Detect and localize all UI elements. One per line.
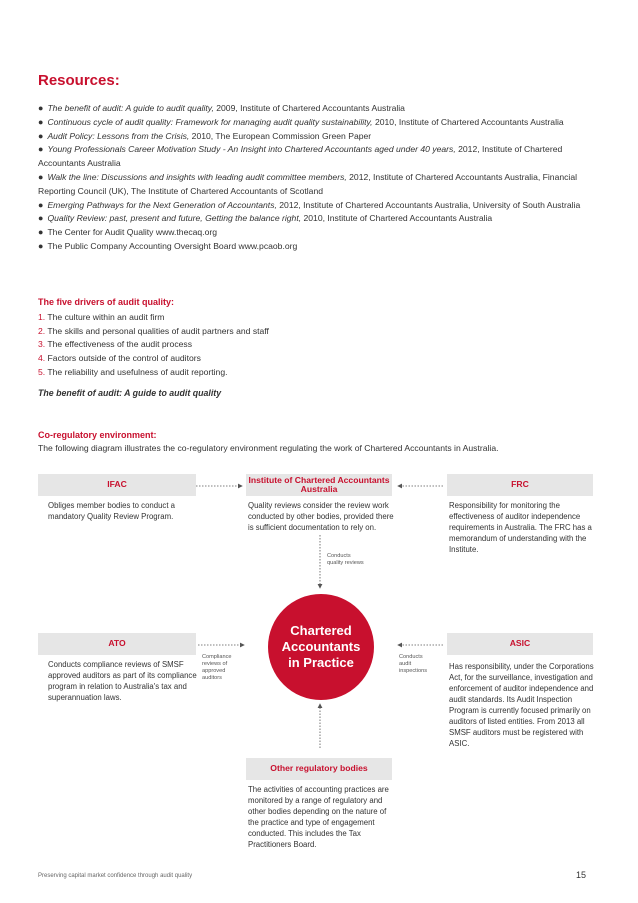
list-item: 3. The effectiveness of the audit process: [38, 339, 192, 350]
frc-box: FRC: [447, 474, 593, 496]
list-item: 4. Factors outside of the control of auditors: [38, 353, 201, 364]
list-item: ● Continuous cycle of audit quality: Framework for managing audit quality sustainability, 2010, Institute of Chartered Accountants Australia: [38, 116, 564, 127]
other-regulatory-description: The activities of accounting practices are monitored by a range of regulatory and other bodies depending on the nature of the practice and type of engagement conducted. This includes the Tax Practitioners Board.: [248, 785, 389, 849]
asic-box: ASIC: [447, 633, 593, 655]
asic-description: Has responsibility, under the Corporations Act, for the surveillance, investigation and enforcement of auditor independence and audit standards. Its Audit Inspection Program is currently focused primarily on auditors of listed entities. From 2013 all SMSF auditors must be registered with ASIC.: [449, 662, 594, 748]
list-item: ● Quality Review: past, present and future, Getting the balance right, 2010, Institute of Chartered Accountants Australia: [38, 213, 493, 224]
icaa-box: Institute of Chartered Accountants Australia: [246, 474, 392, 496]
list-item: ● Emerging Pathways for the Next Generation of Accountants, 2012, Institute of Chartered Accountants Australia, University of South Australia: [38, 199, 581, 210]
ifac-box: IFAC: [38, 474, 196, 496]
chartered-accountants-circle: [268, 594, 374, 700]
list-item: ● The benefit of audit: A guide to audit quality, 2009, Institute of Chartered Accountants Australia: [38, 103, 405, 113]
icaa-arrow-label: Conducts quality reviews: [327, 553, 364, 566]
ato-description: Conducts compliance reviews of SMSF approved auditors as part of its compliance program in relation to Australia's tax and superannuation laws.: [48, 660, 197, 702]
list-item: ● The Public Company Accounting Oversight Board www.pcaob.org: [38, 240, 298, 251]
list-item: ● Walk the line: Discussions and insights with leading audit committee members, 2012, Institute of Chartered Accountants Australia, Financial Reporting Council (UK), The Institute of Chartered Accountants of Scotland: [38, 171, 578, 196]
resources-heading: Resources:: [38, 72, 120, 89]
center-line-2: Accountants: [281, 639, 361, 654]
list-item: ● Young Professionals Career Motivation Study - An Insight into Chartered Accountants aged under 40 years, 2012, Institute of Chartered Accountants Australia: [38, 144, 563, 169]
ato-arrow-label: Compliance reviews of approved auditors: [202, 654, 232, 681]
list-item: 2. The skills and personal qualities of audit partners and staff: [38, 325, 269, 336]
list-item: ● The Center for Audit Quality www.thecaq.org: [38, 227, 218, 238]
other-regulatory-box: Other regulatory bodies: [246, 758, 392, 780]
footer-text: Preserving capital market confidence through audit quality: [38, 873, 193, 879]
asic-arrow-label: Conducts audit inspections: [399, 654, 427, 674]
center-line-1: Chartered: [290, 623, 352, 638]
list-item: 5. The reliability and usefulness of audit reporting.: [38, 366, 228, 377]
list-item: 1. The culture within an audit firm: [38, 312, 165, 322]
icaa-description: Quality reviews consider the review work conducted by other bodies, provided there is sufficient documentation to rely on.: [248, 501, 394, 532]
list-item: ● Audit Policy: Lessons from the Crisis, 2010, The European Commission Green Paper: [38, 130, 372, 141]
ato-box: ATO: [38, 633, 196, 655]
coregulatory-title: Co-regulatory environment:: [38, 430, 157, 440]
drivers-title: The five drivers of audit quality:: [38, 297, 175, 307]
coregulatory-description: The following diagram illustrates the co-regulatory environment regulating the work of Chartered Accountants in Australia.: [38, 443, 499, 453]
ifac-description: Obliges member bodies to conduct a mandatory Quality Review Program.: [48, 501, 175, 521]
frc-description: Responsibility for monitoring the effectiveness of auditor independence requirements in Australia. The FRC has a memorandum of understanding with the Institute.: [449, 501, 592, 554]
center-line-3: in Practice: [288, 655, 354, 670]
page-number: 15: [576, 870, 587, 880]
drivers-source: The benefit of audit: A guide to audit quality: [38, 388, 222, 398]
